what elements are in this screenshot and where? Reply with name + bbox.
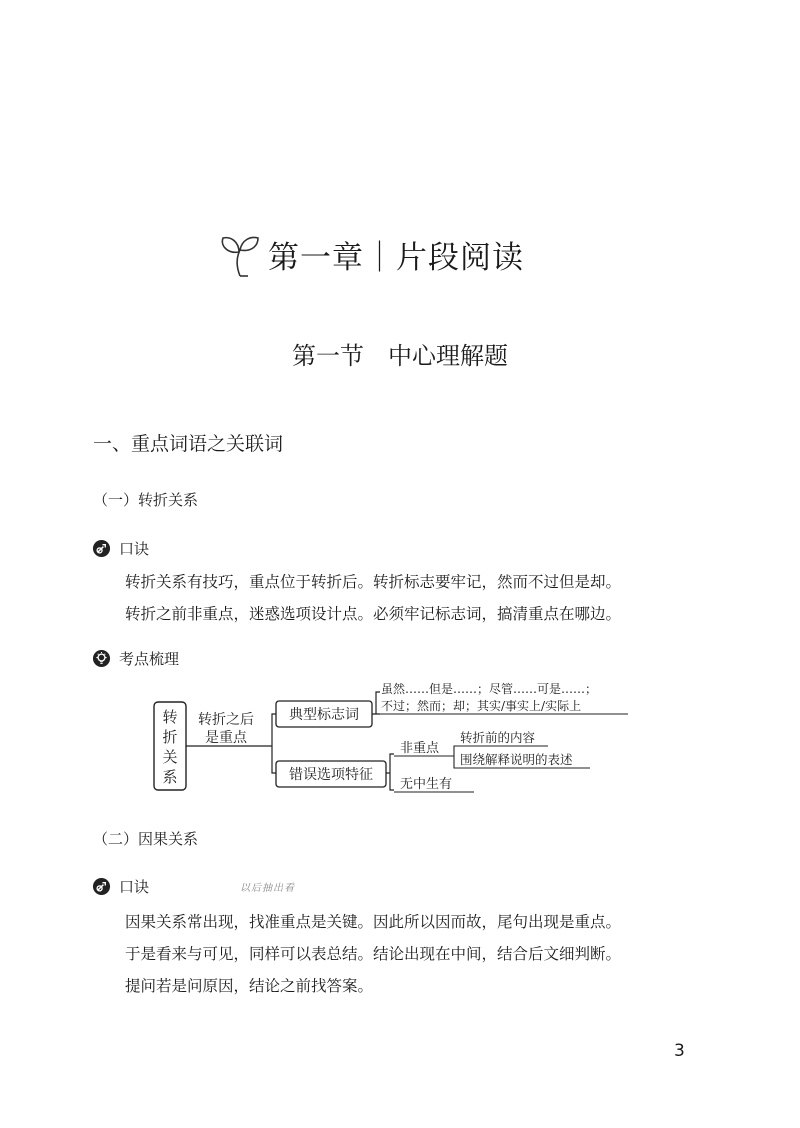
sub-node-label: 非重点 (400, 741, 440, 756)
root-char: 系 (162, 768, 178, 786)
subsection-heading-2: （二）因果关系 (93, 830, 199, 848)
mnemonic-icon (92, 539, 111, 558)
connector-bracket (268, 714, 276, 773)
mnemonic-label: 口诀 (119, 878, 150, 896)
sub-item: 转折前的内容 (460, 730, 536, 745)
sub-item: 围绕解释说明的表述 (460, 752, 573, 767)
mnemonic-line: 提问若是问原因，结论之前找答案。 (125, 977, 374, 995)
branch-top-label: 典型标志词 (289, 707, 359, 723)
review-label-row (92, 648, 179, 669)
mnemonic-icon (92, 877, 111, 896)
chapter-heading (218, 230, 524, 278)
chapter-title: 第一章｜片段阅读 (268, 239, 524, 276)
top-item: 不过；然而；却；其实/事实上/实际上 (381, 699, 582, 713)
connector-bracket (386, 754, 394, 790)
sprout-icon (218, 230, 266, 278)
root-char: 转 (162, 708, 178, 726)
mnemonic-line: 转折关系有技巧，重点位于转折后。转折标志要牢记，然而不过但是却。 (125, 573, 622, 591)
top-item: 虽然……但是……；尽管……可是……； (381, 682, 598, 696)
review-label: 考点梳理 (119, 650, 180, 668)
connector-bracket (372, 692, 380, 714)
middle-label-line: 转折之后 (198, 712, 254, 728)
mnemonic-line: 转折之前非重点，迷惑选项设计点。必须牢记标志词，搞清重点在哪边。 (125, 605, 622, 623)
part-heading: 一、重点词语之关联词 (93, 433, 284, 455)
transition-mindmap (150, 676, 640, 796)
connector-bracket (450, 746, 458, 768)
lightbulb-icon (92, 649, 111, 668)
mnemonic-line: 因果关系常出现，找准重点是关键。因此所以因而故，尾句出现是重点。 (125, 913, 622, 931)
mnemonic-label-row-2 (92, 876, 149, 897)
mnemonic-label-row-1 (92, 538, 149, 559)
handwritten-note: 以后抽出看 (240, 883, 295, 894)
subsection-heading-1: （一）转折关系 (93, 491, 199, 509)
last-item: 无中生有 (400, 777, 453, 792)
middle-label-line: 是重点 (205, 730, 247, 746)
root-char: 折 (162, 728, 178, 746)
page-number: 3 (674, 1041, 685, 1061)
root-char: 关 (162, 748, 178, 766)
branch-bottom-label: 错误选项特征 (289, 767, 373, 783)
mnemonic-line: 于是看来与可见，同样可以表总结。结论出现在中间，结合后文细判断。 (125, 945, 622, 963)
section-title: 第一节 中心理解题 (292, 342, 508, 370)
mnemonic-label: 口诀 (119, 540, 150, 558)
